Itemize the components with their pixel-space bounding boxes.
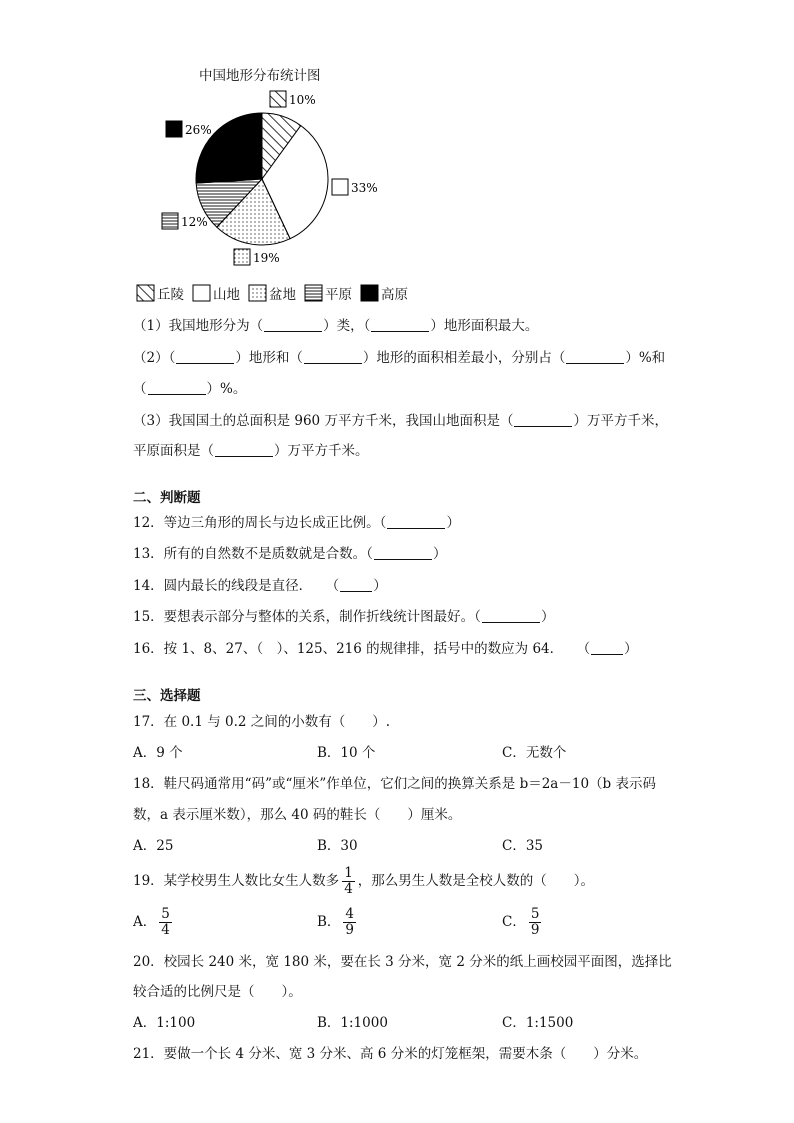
fraction: $\frac{1}{4}$	[344, 865, 353, 897]
question-15: 15．要想表示部分与整体的关系，制作折线统计图最好。（ ）	[133, 609, 555, 625]
slice-label-山地: 33%	[351, 181, 378, 195]
question-18-line1: 18．鞋尺码通常用“码”或“厘米”作单位，它们之间的换算关系是 b＝2a－10（b 表示码	[133, 776, 656, 792]
answer-blank[interactable]	[566, 349, 624, 364]
question-14: 14．圆内最长的线段是直径． （ ）	[133, 578, 387, 594]
legend-swatch	[360, 284, 380, 302]
legend-item-平原	[304, 283, 352, 303]
slice-label-盆地: 19%	[253, 251, 280, 265]
q11-part2: （2）（ ）地形和（ ）地形的面积相差最小，分别占（ ）%和	[133, 350, 666, 366]
q18-option-c[interactable]: C．35	[502, 838, 544, 854]
section-heading-judgement: 二、判断题	[133, 490, 201, 506]
fraction: $\frac{5}{4}$	[161, 906, 170, 938]
q20-option-a[interactable]: A．1:100	[133, 1015, 196, 1031]
section-heading-choice: 三、选择题	[133, 688, 201, 704]
answer-blank[interactable]	[264, 317, 322, 332]
slice-label-高原: 26%	[185, 123, 212, 137]
answer-blank[interactable]	[148, 380, 206, 395]
slice-marker-盆地	[234, 249, 250, 265]
answer-blank[interactable]	[482, 608, 540, 623]
legend-swatch	[192, 284, 212, 302]
legend-item-盆地	[248, 283, 296, 303]
slice-marker-山地	[332, 179, 348, 195]
q20-option-c[interactable]: C．1:1500	[502, 1015, 574, 1031]
answer-blank[interactable]	[176, 349, 234, 364]
answer-blank[interactable]	[215, 442, 273, 457]
q17-option-c[interactable]: C．无数个	[502, 745, 567, 761]
answer-blank[interactable]	[591, 640, 623, 655]
slice-marker-丘陵	[270, 91, 286, 107]
question-21: 21．要做一个长 4 分米、宽 3 分米、高 6 分米的灯笼框架，需要木条（ ）分米。	[133, 1046, 648, 1062]
q11-part1: （1）我国地形分为（ ）类，（ ）地形面积最大。	[133, 318, 539, 334]
pie-chart	[130, 85, 410, 275]
answer-blank[interactable]	[374, 545, 432, 560]
question-16: 16．按 1、8、27、（ ）、125、216 的规律排，括号中的数应为 64． （ ）	[133, 641, 638, 657]
q17-option-a[interactable]: A．9 个	[133, 745, 183, 761]
fraction: $\frac{5}{9}$	[530, 906, 540, 938]
legend-label: 平原	[325, 287, 352, 303]
legend-swatch	[304, 284, 324, 302]
slice-label-平原: 12%	[181, 215, 208, 229]
slice-marker-平原	[162, 213, 178, 229]
answer-blank[interactable]	[371, 317, 429, 332]
q18-option-b[interactable]: B．30	[317, 838, 358, 854]
chart-legend	[136, 283, 416, 303]
fraction: $\frac{4}{9}$	[345, 906, 355, 938]
question-18-line2: 数，a 表示厘米数），那么 40 码的鞋长（ ）厘米。	[133, 807, 462, 823]
question-13: 13．所有的自然数不是质数就是合数。（ ）	[133, 546, 447, 562]
q18-option-a[interactable]: A．25	[133, 838, 174, 854]
question-20-line1: 20．校园长 240 米，宽 180 米，要在长 3 分米，宽 2 分米的纸上画校园平面图，选择比	[133, 954, 672, 970]
legend-label: 盆地	[269, 287, 296, 303]
q19-option-c[interactable]: C． $\frac{5}{9}$	[502, 906, 540, 938]
legend-label: 山地	[213, 287, 240, 303]
answer-blank[interactable]	[340, 577, 372, 592]
q11-part3-cont: 平原面积是（ ）万平方千米。	[133, 443, 369, 459]
answer-blank[interactable]	[514, 412, 572, 427]
legend-swatch	[136, 284, 156, 302]
slice-marker-高原	[166, 121, 182, 137]
legend-label: 丘陵	[157, 287, 184, 303]
question-20-line2: 较合适的比例尺是（ ）。	[133, 984, 302, 1000]
q20-option-b[interactable]: B．1:1000	[317, 1015, 388, 1031]
question-12: 12．等边三角形的周长与边长成正比例。（ ）	[133, 515, 460, 531]
legend-item-高原	[360, 283, 408, 303]
answer-blank[interactable]	[304, 349, 362, 364]
legend-swatch	[248, 284, 268, 302]
legend-item-丘陵	[136, 283, 184, 303]
q11-part3: （3）我国国土的总面积是 960 万平方千米，我国山地面积是（ ）万平方千米，	[133, 413, 668, 429]
legend-label: 高原	[381, 287, 408, 303]
q11-part2-cont: （ ）%。	[133, 381, 247, 397]
q19-option-b[interactable]: B． $\frac{4}{9}$	[317, 906, 355, 938]
slice-label-丘陵: 10%	[289, 93, 316, 107]
answer-blank[interactable]	[387, 514, 445, 529]
q17-option-b[interactable]: B．10 个	[317, 745, 376, 761]
legend-item-山地	[192, 283, 240, 303]
q19-option-a[interactable]: A． $\frac{5}{4}$	[133, 906, 170, 938]
question-17: 17．在 0.1 与 0.2 之间的小数有（ ）.	[133, 714, 391, 730]
question-19: 19．某学校男生人数比女生人数多 $\frac{1}{4}$ ，那么男生人数是全校人数的（ ）。	[133, 865, 595, 897]
chart-title: 中国地形分布统计图	[199, 68, 321, 84]
